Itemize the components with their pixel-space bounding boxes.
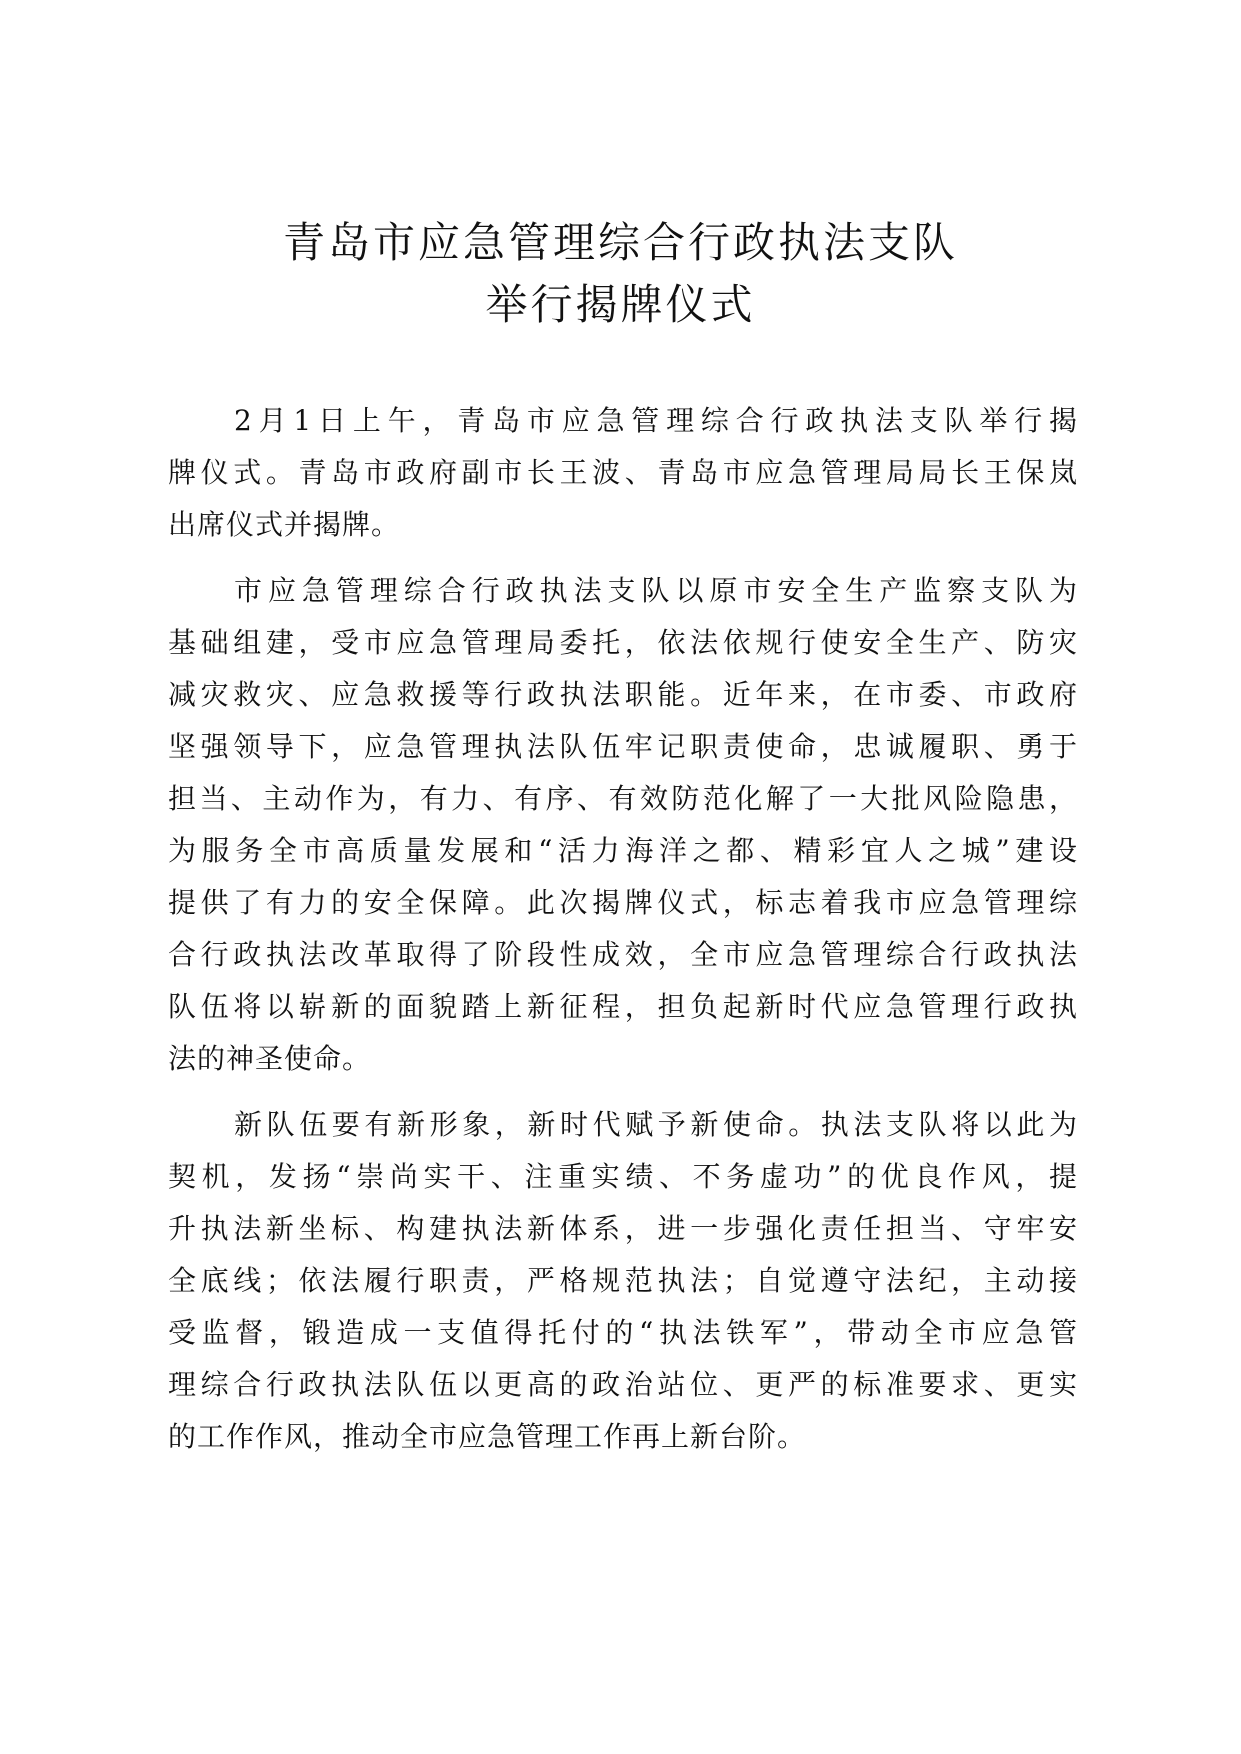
paragraph-line: 全底线；依法履行职责，严格规范执法；自觉遵守法纪，主动接: [168, 1264, 1078, 1297]
paragraph-line: 法的神圣使命。: [168, 1042, 372, 1075]
paragraph-line: 牌仪式。青岛市政府副市长王波、青岛市应急管理局局长王保岚: [168, 456, 1078, 489]
document-title: [0, 212, 1241, 336]
document-body: [168, 395, 1078, 1477]
paragraph-3: [168, 1099, 1078, 1463]
paragraph-line: 基础组建，受市应急管理局委托，依法依规行使安全生产、防灾: [168, 626, 1078, 659]
paragraph-line: 理综合行政执法队伍以更高的政治站位、更严的标准要求、更实: [168, 1368, 1078, 1401]
paragraph-1: [168, 395, 1078, 551]
paragraph-2: [168, 565, 1078, 1085]
paragraph-line: 新队伍要有新形象，新时代赋予新使命。执法支队将以此为: [234, 1108, 1078, 1141]
paragraph-line: 坚强领导下，应急管理执法队伍牢记职责使命，忠诚履职、勇于: [168, 730, 1078, 763]
paragraph-line: 合行政执法改革取得了阶段性成效，全市应急管理综合行政执法: [168, 938, 1078, 971]
paragraph-line: 出席仪式并揭牌。: [168, 508, 401, 541]
paragraph-line: 提供了有力的安全保障。此次揭牌仪式，标志着我市应急管理综: [168, 886, 1078, 919]
paragraph-line: 担当、主动作为，有力、有序、有效防范化解了一大批风险隐患，: [168, 782, 1078, 815]
paragraph-line: 契机，发扬“崇尚实干、注重实绩、不务虚功”的优良作风，提: [168, 1160, 1078, 1193]
paragraph-line: 的工作作风，推动全市应急管理工作再上新台阶。: [168, 1420, 807, 1453]
paragraph-line: 2月1日上午，青岛市应急管理综合行政执法支队举行揭: [234, 404, 1078, 437]
paragraph-line: 减灾救灾、应急救援等行政执法职能。近年来，在市委、市政府: [168, 678, 1078, 711]
paragraph-line: 受监督，锻造成一支值得托付的“执法铁军”，带动全市应急管: [168, 1316, 1078, 1349]
paragraph-line: 市应急管理综合行政执法支队以原市安全生产监察支队为: [234, 574, 1078, 607]
paragraph-line: 升执法新坐标、构建执法新体系，进一步强化责任担当、守牢安: [168, 1212, 1078, 1245]
title-line-2: 举行揭牌仪式: [485, 280, 756, 329]
paragraph-line: 为服务全市高质量发展和“活力海洋之都、精彩宜人之城”建设: [168, 834, 1078, 867]
title-line-1: 青岛市应急管理综合行政执法支队: [282, 218, 958, 267]
paragraph-line: 队伍将以崭新的面貌踏上新征程，担负起新时代应急管理行政执: [168, 990, 1078, 1023]
